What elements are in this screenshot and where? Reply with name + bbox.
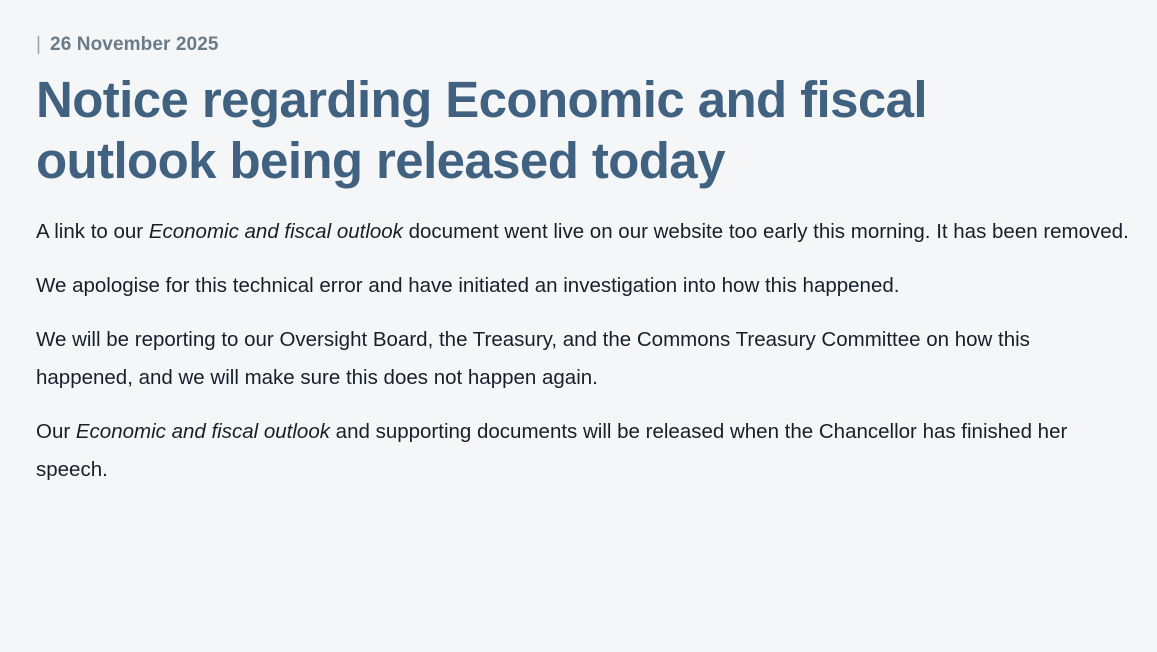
publish-date: 26 November 2025 [50, 34, 219, 55]
article-body [36, 213, 1129, 489]
body-paragraph: A link to our Economic and fiscal outlook document went live on our website too early this morning. It has been removed. [36, 220, 1129, 244]
body-paragraph: We will be reporting to our Oversight Board, the Treasury, and the Commons Treasury Committee on how this happened, and we will make sure this does not happen again. [36, 328, 1030, 390]
body-paragraph: We apologise for this technical error and have initiated an investigation into how this happened. [36, 274, 900, 298]
date-separator: | [36, 34, 42, 55]
article-meta [36, 34, 1129, 56]
body-paragraph: Our Economic and fiscal outlook and supporting documents will be released when the Chancellor has finished her speech. [36, 420, 1068, 481]
page-title: Notice regarding Economic and fiscal outlook being released today [36, 71, 927, 189]
